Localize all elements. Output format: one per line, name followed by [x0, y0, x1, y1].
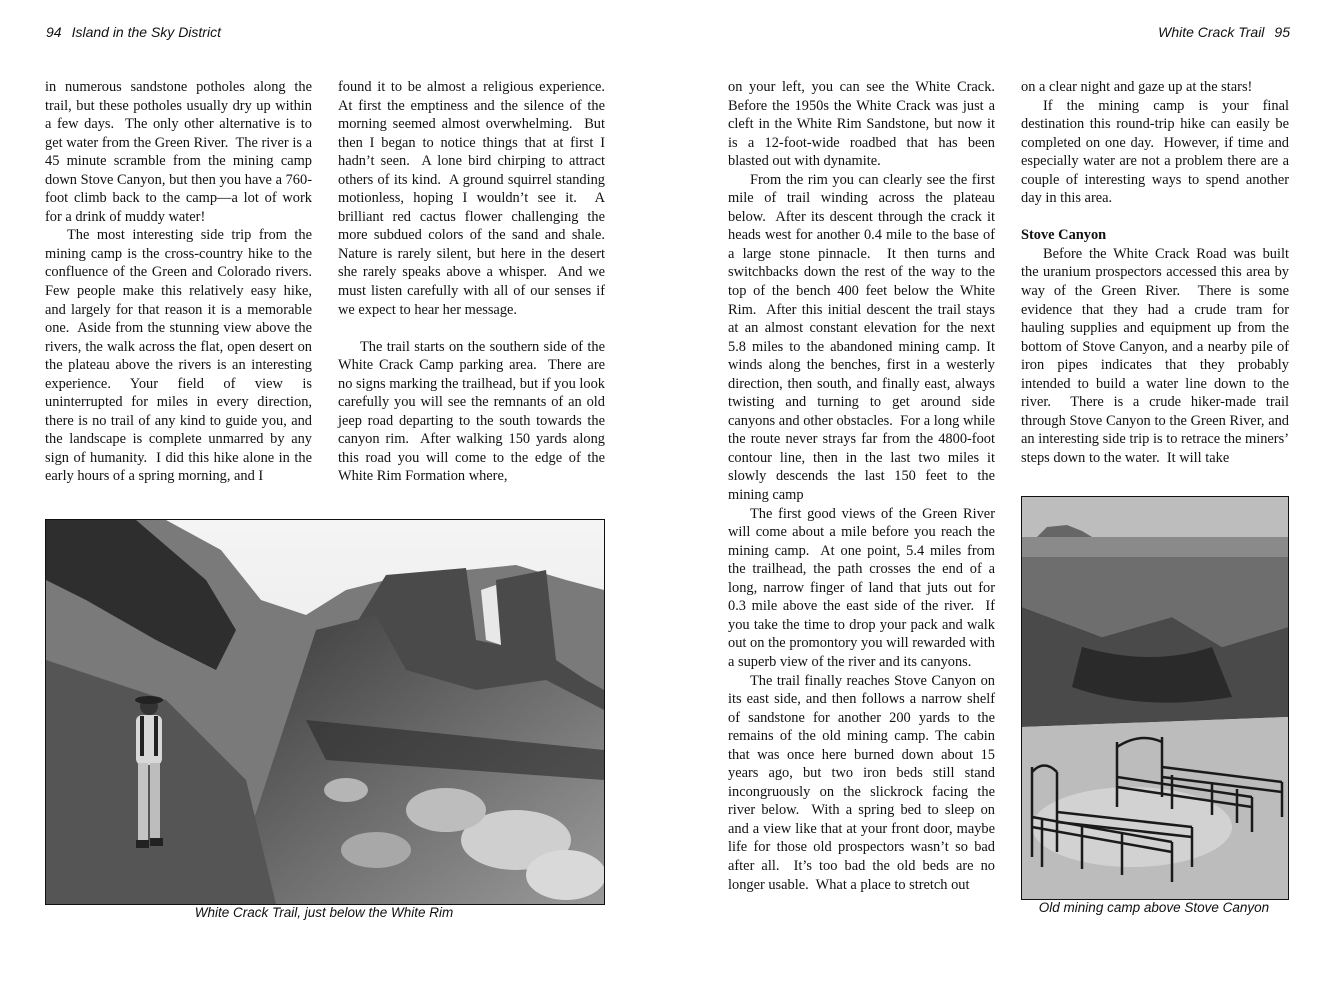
photo-white-crack-trail [45, 519, 605, 905]
paragraph: The trail finally reaches Stove Canyon on its east side, and then follows a narrow shelf of sandstone for another 200 yards to the remains of the old mining camp. The cabin that was once here burned down about 15 years ago, but two iron beds still stand incongruously on the slickrock facing the river below. With a spring bed to sleep on and a view like that at your front door, maybe life for those old prospectors wasn’t so bad after all. It’s too bad the old beds are no longer usable. What a place to stretch out [728, 672, 995, 893]
right-column-1 [728, 78, 995, 894]
page-number: 94 [46, 24, 62, 40]
photo-iron-beds-image [1022, 497, 1288, 899]
paragraph: on a clear night and gaze up at the stars! [1021, 79, 1253, 95]
paragraph: The trail starts on the southern side of the White Crack Camp parking area. There are no signs marking the trailhead, but if you look carefully you will see the remnants of an old jeep road departing to the south towards the canyon rim. After walking 150 yards along this road you will come to the edge of the White Rim Formation where, [338, 338, 605, 485]
photo-mining-camp [1021, 496, 1289, 900]
paragraph: in numerous sandstone potholes along the trail, but these potholes usually dry up within a few days. The only other alternative is to get water from the Green River. The river is a 45 minute scramble from the mining camp down Stove Canyon, but then you have a 760-foot climb back to the camp—a lot of work for a drink of muddy water! [45, 79, 312, 225]
paragraph: The first good views of the Green River will come about a mile before you reach the mining camp. At one point, 5.4 miles from the trailhead, the path crosses the end of a long, narrow finger of land that juts out for 0.3 mile above the east side of the river. If you take the time to drop your pack and walk out on the promontory you will rewarded with a superb view of the river and its canyons. [728, 505, 995, 670]
paragraph: From the rim you can clearly see the first mile of trail winding across the plateau below. After its descent through the crack it heads west for another 0.4 mile to the base of a large stone pinnacle. It then turns and switchbacks down the rest of the way to the top of the bench 400 feet below the White Rim. After this initial descent the trail stays at an almost constant elevation for the next 5.8 miles to the abandoned mining camp. It winds along the benches, first in a westerly direction, then south, and finally east, always twisting and turning to get around side canyons and other obstacles. For a long while the route never strays far from the 4800-foot contour line, then in the last two miles it slowly descends the last 150 feet to the mining camp [728, 171, 995, 504]
paragraph: The most interesting side trip from the mining camp is the cross-country hike to the confluence of the Green and Colorado rivers. Few people make this relatively easy hike, and largely for that reason it is a memorable one. Aside from the stunning view above the rivers, the walk across the flat, open desert on the plateau above the rivers is an interesting experience. Your field of view is uninterrupted for miles in every direction, there is no trail of any kind to guide you, and the landscape is complete unmarred by any sign of humanity. I did this hike alone in the early hours of a spring morning, and I [45, 227, 312, 485]
section-heading: Stove Canyon [1021, 227, 1107, 244]
right-page [660, 0, 1333, 1000]
paragraph: on your left, you can see the White Crack. Before the 1950s the White Crack was just a cleft in the White Rim Sandstone, but now it is a 12-foot-wide roadbed that has been blasted out with dynamite. [728, 79, 995, 170]
left-column-2 [338, 78, 605, 486]
left-page [0, 0, 640, 1000]
photo-hiker-canyon-image [46, 520, 604, 904]
photo-caption: Old mining camp above Stove Canyon [1038, 900, 1270, 915]
right-running-head [1158, 24, 1290, 40]
page-number: 95 [1274, 24, 1290, 40]
left-running-head [46, 24, 221, 40]
paragraph: Before the White Crack Road was built the uranium prospectors accessed this area by way of the Green River. There is some evidence that they had a crude tram for hauling supplies and equipment up from the bottom of Stove Canyon, and a nearby pile of iron pipes indicates that they probably intended to build a water line down to the river. There is a crude hiker-made trail through Stove Canyon to the Green River, and an interesting side trip is to retrace the miners’ steps down to the water. It will take [1021, 245, 1289, 466]
running-title: Island in the Sky District [71, 24, 221, 40]
right-column-2 [1021, 78, 1289, 467]
photo-caption: White Crack Trail, just below the White Rim [194, 905, 454, 920]
left-column-1 [45, 78, 312, 486]
paragraph: If the mining camp is your final destination this round-trip hike can easily be completed on one day. However, if time and especially water are not a problem there are a couple of interesting ways to spend another day in this area. [1021, 97, 1289, 207]
paragraph: found it to be almost a religious experience. At first the emptiness and the silence of the morning seemed almost overwhelming. But then I began to notice things that at first I hadn’t seen. A lone bird chirping to attract others of its kind. A ground squirrel standing motionless, hoping I wouldn’t see it. A brilliant red cactus flower challenging the more subdued colors of the sand and shale. Nature is rarely silent, but here in the desert she rarely speaks above a whisper. And we must listen carefully with all of our senses if we expect to hear her message. [338, 79, 605, 318]
running-title: White Crack Trail [1158, 24, 1265, 40]
